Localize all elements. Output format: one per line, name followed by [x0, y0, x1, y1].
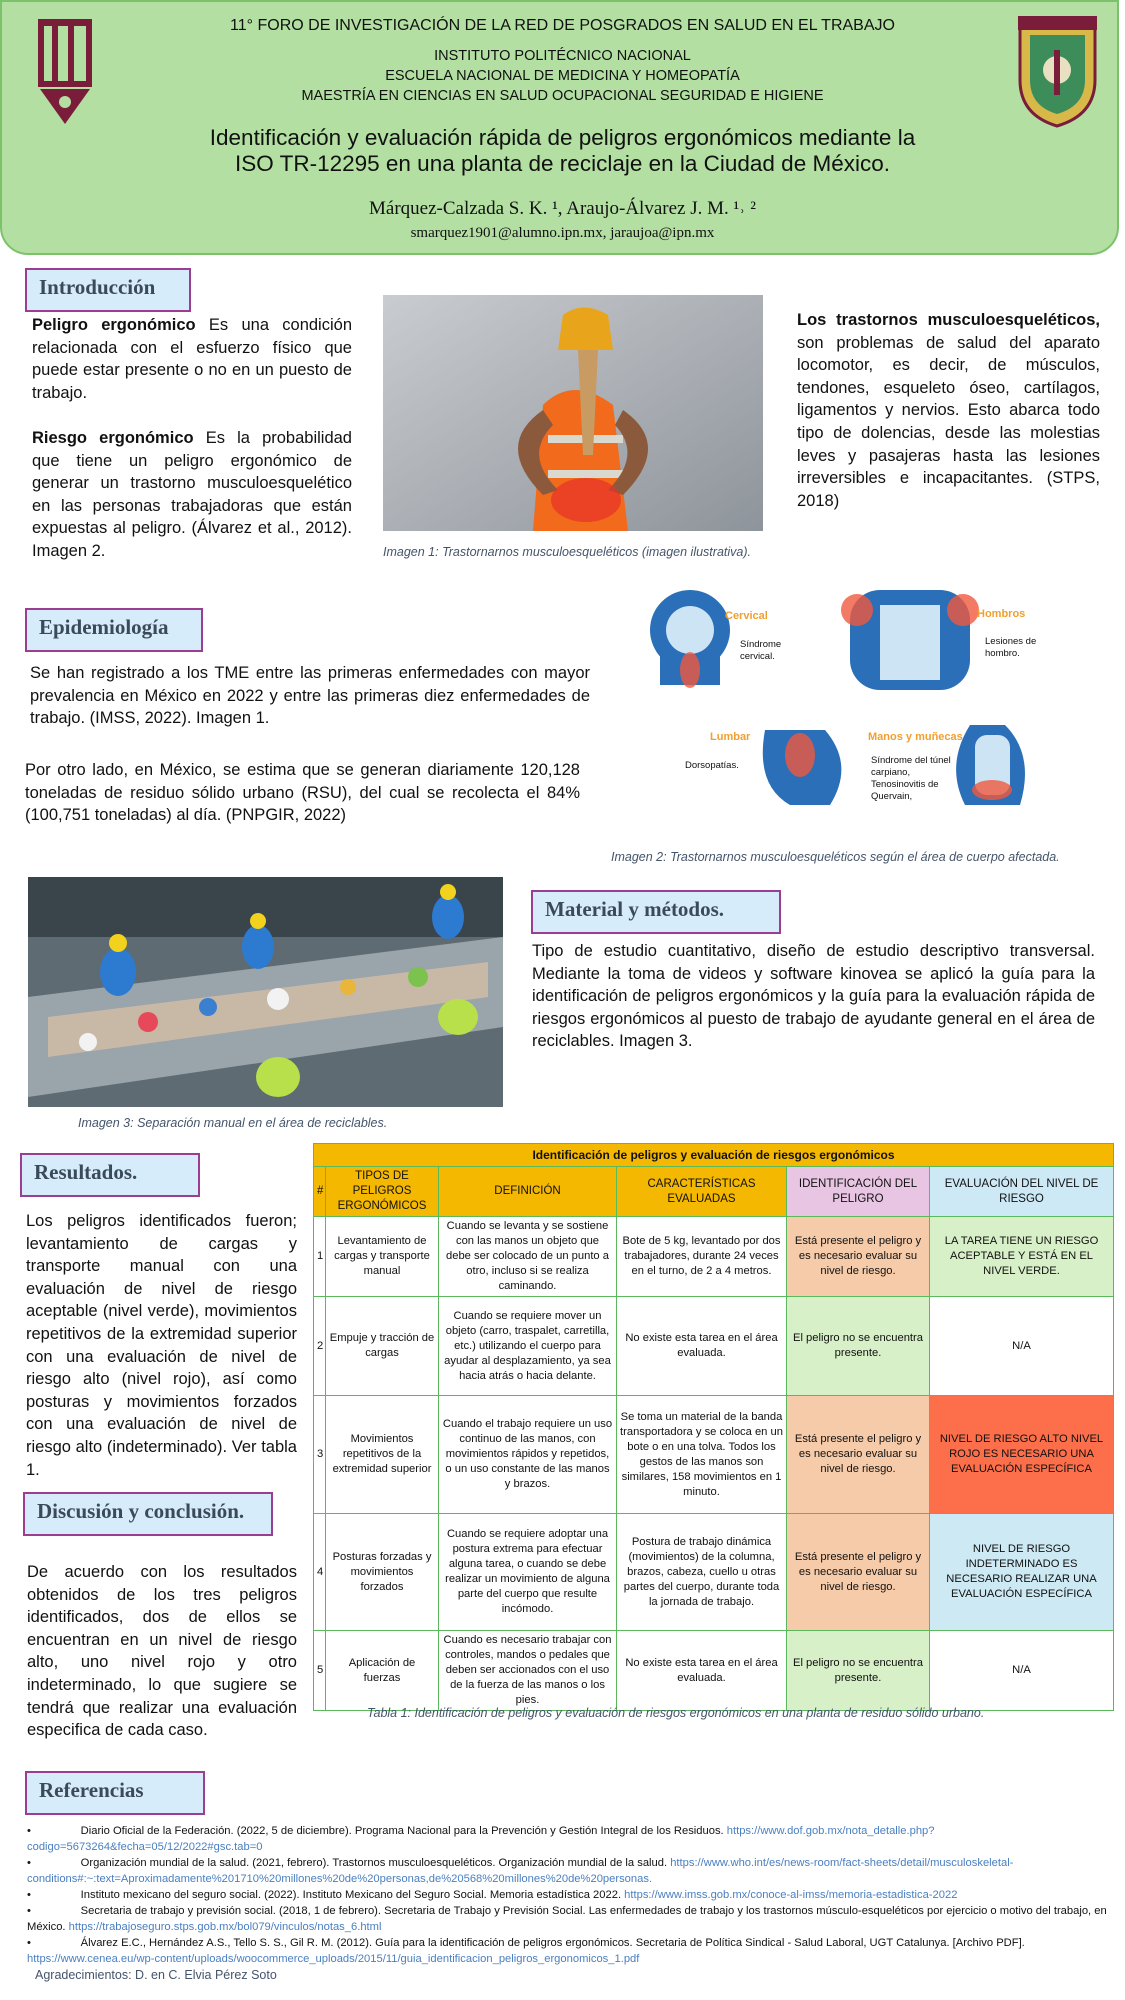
row-characteristics: Bote de 5 kg, levantado por dos trabajadores, durante 24 veces en el turno, de 2 a 4 metros.: [617, 1217, 787, 1297]
intro-peligro-paragraph: [32, 314, 352, 404]
section-heading-introduccion: Introducción: [25, 268, 191, 312]
forum-title: 11° FORO DE INVESTIGACIÓN DE LA RED DE POSGRADOS EN SALUD EN EL TRABAJO: [230, 17, 895, 34]
reference-link[interactable]: https://www.who.int/es/news-room/fact-sheets/detail/musculoskeletal-conditions#:~:text=Aproximadamente%201710%20millones%20de%20personas,de%20568%20millones%20de%20personas.: [27, 1857, 1014, 1885]
reference-link[interactable]: https://www.dof.gob.mx/nota_detalle.php?codigo=5673264&fecha=05/12/2022#gsc.tab=0: [27, 1825, 935, 1853]
section-heading-referencias: Referencias: [25, 1771, 205, 1815]
row-number: 2: [314, 1297, 326, 1396]
row-evaluation: NIVEL DE RIESGO ALTO NIVEL ROJO ES NECESARIO UNA EVALUACIÓN ESPECÍFICA: [930, 1396, 1114, 1514]
row-characteristics: Postura de trabajo dinámica (movimientos) de la columna, brazos, cabeza, cuello u otras partes del cuerpo, durante toda la jornada de trabajo.: [617, 1514, 787, 1631]
row-type: Aplicación de fuerzas: [326, 1631, 439, 1711]
reference-link[interactable]: https://trabajoseguro.stps.gob.mx/bol079/vinculos/notas_6.html: [68, 1921, 382, 1933]
reference-text: Instituto mexicano del seguro social. (2022). Instituto Mexicano del Seguro Social. Memoria estadística 2022.: [80, 1889, 622, 1901]
results-paragraph: Los peligros identificados fueron; levantamiento de cargas y transporte manual con una evaluación de nivel de riesgo aceptable (nivel verde), movimientos repetitivos de la extremidad superior con una evaluación de nivel de riesgo alto (nivel rojo), así como posturas y movimientos forzados con una evaluación de nivel de riesgo alto (indeterminado). Ver tabla 1.: [26, 1212, 297, 1479]
row-type: Empuje y tracción de cargas: [326, 1297, 439, 1396]
row-identification: El peligro no se encuentra presente.: [787, 1631, 930, 1711]
references-list: [27, 1823, 1107, 1967]
riesgo-definition: Es la probabilidad que tiene un peligro ergonómico de generar un trastorno musculoesquelético en las personas trabajadoras que están expuestas al peligro. (Álvarez et al., 2012). Imagen 2.: [32, 429, 352, 560]
reference-item: • Álvarez E.C., Hernández A.S., Tello S. S., Gil R. M. (2012). Guía para la identificación de peligros ergonómicos. Secretaria de Política Sindical - Salud Laboral, UGT Catalunya. [Archivo PDF]. https://www.cenea.eu/wp-content/uploads/woocommerce_uploads/2015/11/guia_identificacion_peligros_ergonomicos_1.pdf: [27, 1937, 1025, 1965]
reference-link[interactable]: https://www.cenea.eu/wp-content/uploads/woocommerce_uploads/2015/11/guia_identificacion_peligros_ergonomicos_1.pdf: [27, 1953, 640, 1965]
lumbar-label: Lumbar: [710, 731, 751, 743]
poster-title-line1: Identificación y evaluación rápida de peligros ergonómicos mediante la: [209, 125, 916, 150]
school-name: ESCUELA NACIONAL DE MEDICINA Y HOMEOPATÍA: [385, 68, 740, 84]
row-identification: Está presente el peligro y es necesario evaluar su nivel de riesgo.: [787, 1514, 930, 1631]
section-heading-metodos: Material y métodos.: [531, 890, 781, 934]
tme-term: Los trastornos musculoesqueléticos,: [797, 311, 1100, 329]
reference-item: • Diario Oficial de la Federación. (2022, 5 de diciembre). Programa Nacional para la Prevención y Gestión Integral de los Residuos. https://www.dof.gob.mx/nota_detalle.php?codigo=5673264&fecha=05/12/2022#gsc.tab=0: [27, 1825, 935, 1853]
reference-item: • Organización mundial de la salud. (2021, febrero). Trastornos musculoesqueléticos. Organización mundial de la salud. https://www.who.int/es/news-room/fact-sheets/detail/musculoskeletal-conditions#:~:text=Aproximadamente%201710%20millones%20de%20personas,de%20568%20millones%20de%20personas.: [27, 1857, 1014, 1885]
row-type: Posturas forzadas y movimientos forzados: [326, 1514, 439, 1631]
row-evaluation: LA TAREA TIENE UN RIESGO ACEPTABLE Y ESTÁ EN EL NIVEL VERDE.: [930, 1217, 1114, 1297]
row-identification: Está presente el peligro y es necesario evaluar su nivel de riesgo.: [787, 1396, 930, 1514]
section-heading-epidemiologia: Epidemiología: [25, 608, 203, 652]
epidemiology-paragraph-1: Se han registrado a los TME entre las primeras enfermedades con mayor prevalencia en México en 2022 y entre las primeras diez enfermedades de trabajo. (IMSS, 2022). Imagen 1.: [30, 664, 590, 728]
row-characteristics: Se toma un material de la banda transportadora y se coloca en un bote o en una tolva. Todos los gestos de las manos son similares, 158 movimientos en 1 minuto.: [617, 1396, 787, 1514]
acknowledgements: Agradecimientos: D. en C. Elvia Pérez Soto: [35, 1968, 277, 1982]
table-header-evaluation: EVALUACIÓN DEL NIVEL DE RIESGO: [930, 1167, 1114, 1217]
risk-table: [313, 1143, 1114, 1711]
poster-header: [0, 0, 1119, 255]
image3-caption: Imagen 3: Separación manual en el área de reciclables.: [78, 1116, 388, 1130]
table-row: [314, 1514, 1114, 1631]
image-back-pain-worker: [383, 295, 763, 531]
row-number: 1: [314, 1217, 326, 1297]
reference-text: Diario Oficial de la Federación. (2022, 5 de diciembre). Programa Nacional para la Prevención y Gestión Integral de los Residuos.: [80, 1825, 724, 1837]
table-header-characteristics: CARACTERÍSTICAS EVALUADAS: [617, 1167, 787, 1217]
section-heading-discusion: Discusión y conclusión.: [23, 1492, 273, 1536]
table-row: [314, 1217, 1114, 1297]
lumbar-note: Dorsopatías.: [685, 760, 739, 771]
table-row: [314, 1297, 1114, 1396]
methods-paragraph: Tipo de estudio cuantitativo, diseño de estudio descriptivo transversal. Mediante la toma de videos y software kinovea se aplicó la guía para la identificación de peligros ergonómicos y la guía para la evaluación rápida de riesgos ergonómicos al puesto de trabajo de ayudante general en el área de reciclables. Imagen 3.: [532, 942, 1095, 1051]
row-evaluation: NIVEL DE RIESGO INDETERMINADO ES NECESARIO REALIZAR UNA EVALUACIÓN ESPECÍFICA: [930, 1514, 1114, 1631]
row-definition: Cuando el trabajo requiere un uso continuo de las manos, con movimientos rápidos y repetidos, o un uso constante de las manos y brazos.: [439, 1396, 617, 1514]
image2-caption: Imagen 2: Trastornarnos musculoesqueléticos según el área de cuerpo afectada.: [611, 850, 1060, 864]
authors: Márquez-Calzada S. K. ¹, Araujo-Álvarez J. M. ¹˒ ²: [369, 198, 756, 219]
reference-item: • Secretaria de trabajo y previsión social. (2018, 1 de febrero). Secretaria de Trabajo y Previsión Social. Las enfermedades de trabajo y los trastornos músculo-esqueléticos por ejercicio o motivo del trabajo, en México. https://trabajoseguro.stps.gob.mx/bol079/vinculos/notas_6.html: [27, 1905, 1107, 1933]
reference-text: Secretaria de trabajo y previsión social. (2018, 1 de febrero). Secretaria de Trabajo y Previsión Social. Las enfermedades de trabajo y los trastornos músculo-esqueléticos por ejercicio o motivo del trabajo, en México.: [27, 1905, 1107, 1933]
row-number: 3: [314, 1396, 326, 1514]
hombros-note: Lesiones de hombro.: [985, 636, 1037, 659]
row-characteristics: No existe esta tarea en el área evaluada.: [617, 1297, 787, 1396]
hombros-label: Hombros: [977, 608, 1026, 620]
image1-caption: Imagen 1: Trastornarnos musculoesqueléticos (imagen ilustrativa).: [383, 545, 751, 559]
row-definition: Cuando se requiere mover un objeto (carro, traspalet, carretilla, etc.) utilizando el cuerpo para ayudar al desplazamiento, ya sea hacia atrás o hacia delante.: [439, 1297, 617, 1396]
row-characteristics: No existe esta tarea en el área evaluada.: [617, 1631, 787, 1711]
cervical-note: Síndrome cervical.: [740, 639, 782, 662]
reference-text: Organización mundial de la salud. (2021, febrero). Trastornos musculoesqueléticos. Organización mundial de la salud.: [80, 1857, 668, 1869]
peligro-definition: Es una condición relacionada con el esfuerzo físico que puede estar presente o no en un puesto de trabajo.: [32, 316, 352, 402]
discussion-paragraph: De acuerdo con los resultados obtenidos de los tres peligros identificados, dos de ellos se encuentran en un nivel de riesgo alto, uno nivel rojo y otro indeterminado, lo que sugiere se tendrá que realizar una evaluación especifica de cada caso.: [27, 1563, 297, 1740]
image-recycling-line: [28, 877, 503, 1107]
table-title: Identificación de peligros y evaluación de riesgos ergonómicos: [314, 1144, 1114, 1167]
row-number: 4: [314, 1514, 326, 1631]
institute-name: INSTITUTO POLITÉCNICO NACIONAL: [434, 48, 691, 64]
manos-note: Síndrome del túnel carpiano, Tenosinovitis de Quervain,: [871, 755, 951, 802]
row-identification: El peligro no se encuentra presente.: [787, 1297, 930, 1396]
body-parts-figure: [625, 585, 1095, 805]
table-header-definition: DEFINICIÓN: [439, 1167, 617, 1217]
manos-label: Manos y muñecas: [868, 731, 963, 743]
reference-link[interactable]: https://www.imss.gob.mx/conoce-al-imss/memoria-estadistica-2022: [624, 1889, 958, 1901]
tme-paragraph: [797, 309, 1100, 512]
table-header-number: #: [314, 1167, 326, 1217]
table-row: [314, 1631, 1114, 1711]
riesgo-term: Riesgo ergonómico: [32, 429, 194, 447]
table-row: [314, 1396, 1114, 1514]
row-definition: Cuando se requiere adoptar una postura extrema para efectuar alguna tarea, o cuando se debe realizar un movimiento de alguna parte del cuerpo que resulte incómodo.: [439, 1514, 617, 1631]
reference-text: Álvarez E.C., Hernández A.S., Tello S. S., Gil R. M. (2012). Guía para la identificación de peligros ergonómicos. Secretaria de Política Sindical - Salud Laboral, UGT Catalunya. [Archivo PDF].: [80, 1937, 1025, 1949]
poster-title-line2: ISO TR-12295 en una planta de reciclaje en la Ciudad de México.: [235, 151, 890, 176]
row-number: 5: [314, 1631, 326, 1711]
table-caption: Tabla 1: Identificación de peligros y evaluación de riesgos ergonómicos en una planta de residuo sólido urbano.: [367, 1706, 985, 1720]
masters-name: MAESTRÍA EN CIENCIAS EN SALUD OCUPACIONAL SEGURIDAD E HIGIENE: [301, 88, 824, 104]
row-identification: Está presente el peligro y es necesario evaluar su nivel de riesgo.: [787, 1217, 930, 1297]
reference-item: • Instituto mexicano del seguro social. (2022). Instituto Mexicano del Seguro Social. Memoria estadística 2022. https://www.imss.gob.mx/conoce-al-imss/memoria-estadistica-2022: [27, 1889, 958, 1901]
author-emails: smarquez1901@alumno.ipn.mx, jaraujoa@ipn.mx: [410, 225, 715, 241]
row-evaluation: N/A: [930, 1631, 1114, 1711]
row-evaluation: N/A: [930, 1297, 1114, 1396]
tme-definition: son problemas de salud del aparato locomotor, es decir, de músculos, tendones, esqueleto óseo, cartílagos, ligamentos y nervios. Esto abarca todo tipo de dolencias, desde las molestias leves y pasajeras hasta las lesiones irreversibles e incapacitantes. (STPS, 2018): [797, 333, 1100, 510]
row-type: Movimientos repetitivos de la extremidad superior: [326, 1396, 439, 1514]
epidemiology-paragraph-2: Por otro lado, en México, se estima que se generan diariamente 120,128 toneladas de residuo sólido urbano (RSU), del cual se recolecta el 84% (100,751 toneladas) al día. (PNPGIR, 2022): [25, 761, 580, 825]
row-definition: Cuando es necesario trabajar con controles, mandos o pedales que deben ser accionados con el uso de la fuerza de las manos o los pies.: [439, 1631, 617, 1711]
cervical-label: Cervical: [725, 610, 768, 622]
table-header-identification: IDENTIFICACIÓN DEL PELIGRO: [787, 1167, 930, 1217]
intro-riesgo-paragraph: [32, 427, 352, 563]
section-heading-resultados: Resultados.: [20, 1153, 200, 1197]
peligro-term: Peligro ergonómico: [32, 316, 196, 334]
table-header-type: TIPOS DE PELIGROS ERGONÓMICOS: [326, 1167, 439, 1217]
row-type: Levantamiento de cargas y transporte manual: [326, 1217, 439, 1297]
row-definition: Cuando se levanta y se sostiene con las manos un objeto que debe ser colocado de un punto a otro, incluso si se realiza caminando.: [439, 1217, 617, 1297]
